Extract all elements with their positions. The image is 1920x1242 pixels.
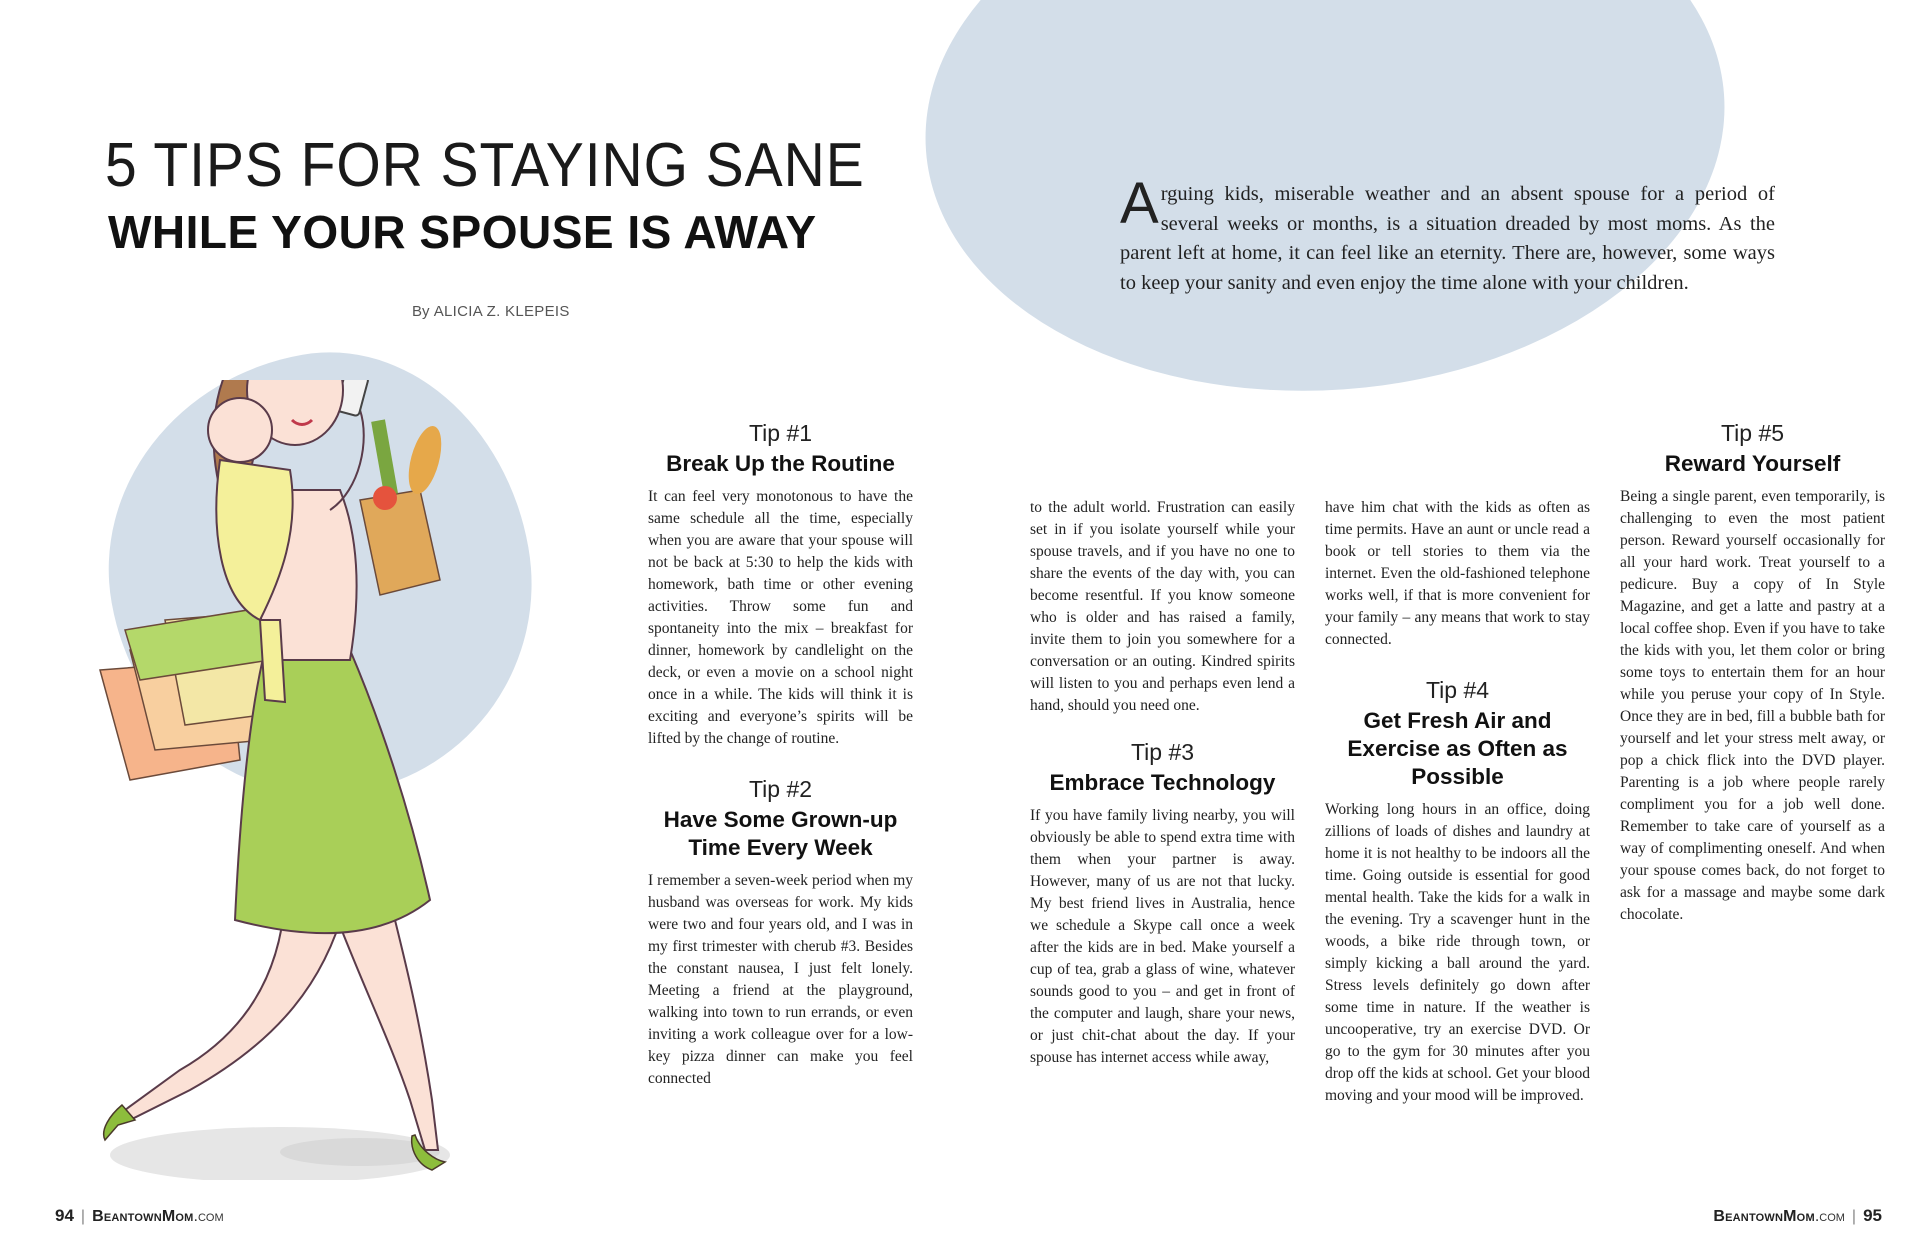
tip-4-number: Tip #4 bbox=[1425, 677, 1490, 703]
tip-2-number: Tip #2 bbox=[748, 776, 813, 802]
footer-brand-right: BeantownMom bbox=[1713, 1208, 1815, 1225]
byline bbox=[412, 303, 570, 320]
tip-3-body-continued: have him chat with the kids as often as time permits. Have an aunt or uncle read a book or tell stories to them via the internet. Even the old-fashioned telephone works well, if that is more convenient for your family – any means that work to stay connected. bbox=[1325, 499, 1590, 648]
footer-separator-right: | bbox=[1851, 1208, 1857, 1225]
column-3 bbox=[1325, 497, 1590, 1107]
article-title-line1: 5 TIPS FOR STAYING SANE bbox=[105, 131, 865, 200]
footer-tld-left: .com bbox=[193, 1208, 224, 1225]
tip-2-body: I remember a seven-week period when my husband was overseas for work. My kids were two and four years old, and I was in my first trimester with cherub #3. Besides the constant nausea, I just felt lonely. Meeting a friend at the playground, walking into town to run errands, or even inviting a work colleague over for a low-key pizza dinner can make you feel connected bbox=[648, 872, 913, 1087]
footer-brand-left: BeantownMom bbox=[92, 1208, 194, 1225]
tip-3-number: Tip #3 bbox=[1130, 739, 1195, 765]
page-number-left: 94 bbox=[55, 1206, 74, 1225]
intro-dropcap: A bbox=[1120, 171, 1159, 236]
tip-1-number: Tip #1 bbox=[748, 420, 813, 446]
footer-right bbox=[1713, 1206, 1882, 1226]
tip-5-body: Being a single parent, even temporarily, is challenging to even the most patient person. Reward yourself occasionally for all your hard work. Treat yourself to a pedicure. Buy a copy of In Style Magazine, and get a latte and pastry at a local coffee shop. Even if you have to take the kids with you, let them color or bring some toys to entertain them for an hour while you peruse your copy of In Style. Once they are in bed, fill a bubble bath for yourself and let your stress melt away, or pop a chick flick into the DVD player. Parenting is a job where people rarely compliment you for a job well done. Remember to take care of yourself as a way of complimenting oneself. And when your spouse comes back, do not forget to ask for a massage and maybe some dark chocolate. bbox=[1620, 488, 1885, 923]
page-number-right: 95 bbox=[1863, 1206, 1882, 1225]
tip-5-heading: Reward Yourself bbox=[1664, 451, 1841, 476]
footer-separator-left: | bbox=[80, 1208, 86, 1225]
column-2 bbox=[1030, 497, 1295, 1069]
article-title-line2: WHILE YOUR SPOUSE IS AWAY bbox=[108, 206, 817, 258]
footer-tld-right: .com bbox=[1814, 1208, 1845, 1225]
tip-3-heading: Embrace Technology bbox=[1049, 770, 1276, 795]
footer-left bbox=[55, 1206, 224, 1226]
tip-1-heading: Break Up the Routine bbox=[666, 451, 895, 476]
column-4 bbox=[1620, 422, 1885, 926]
intro-paragraph bbox=[1120, 171, 1775, 298]
byline-author: ALICIA Z. KLEPEIS bbox=[433, 303, 570, 320]
tip-2-body-continued: to the adult world. Frustration can easily set in if you isolate yourself while your spouse travels, and if you have no one to share the events of the day with, you can become resentful. If you know someone who is older and has raised a family, invite them to join you somewhere for a conversation or an outing. Kindred spirits will listen to you and perhaps even lend a hand, should you need one. bbox=[1030, 499, 1295, 714]
tip-4-heading: Get Fresh Air and Exercise as Often as Possible bbox=[1347, 708, 1568, 789]
tip-3-body: If you have family living nearby, you will obviously be able to spend extra time with them when your partner is away. However, many of us are not that lucky. My best friend lives in Australia, hence we schedule a Skype call once a week after the kids are in bed. Make yourself a cup of tea, grab a glass of wine, whatever sounds good to you – and get in front of the computer and laugh, share your news, or just chit-chat about the day. If your spouse has internet access while away, bbox=[1030, 807, 1295, 1066]
column-1 bbox=[648, 422, 913, 1090]
byline-prefix: By bbox=[412, 303, 430, 320]
intro-text: rguing kids, miserable weather and an absent spouse for a period of several weeks or months, is a situation dreaded by most moms. As the parent left at home, it can feel like an eternity. There are, however, some ways to keep your sanity and even enjoy the time alone with your children. bbox=[1120, 183, 1775, 294]
tip-4-body: Working long hours in an office, doing zillions of loads of dishes and laundry at home it is not healthy to be indoors all the time. Going outside is essential for good mental health. Take the kids for a walk in the evening. Try a scavenger hunt in the woods, a bike ride through town, or simply kicking a ball around the yard. Stress levels definitely go down after some time in nature. If the weather is uncooperative, try an exercise DVD. Or go to the gym for 30 minutes after you drop off the kids at school. Get your blood moving and your mood will be improved. bbox=[1325, 801, 1590, 1104]
tip-2-heading: Have Some Grown-up Time Every Week bbox=[663, 807, 898, 860]
tip-5-number: Tip #5 bbox=[1720, 420, 1785, 446]
mom-running-with-baby-and-shopping-bags-illustration bbox=[60, 380, 580, 1180]
tip-1-body: It can feel very monotonous to have the same schedule all the time, especially when you are aware that your spouse will not be back at 5:30 to help the kids with homework, bath time or other evening activities. Throw some fun and spontaneity into the mix – breakfast for dinner, homework by candlelight on the deck, or even a movie on a school night once in a while. The kids will think it is exciting and everyone’s spirits will be lifted by the change of routine. bbox=[648, 488, 913, 747]
